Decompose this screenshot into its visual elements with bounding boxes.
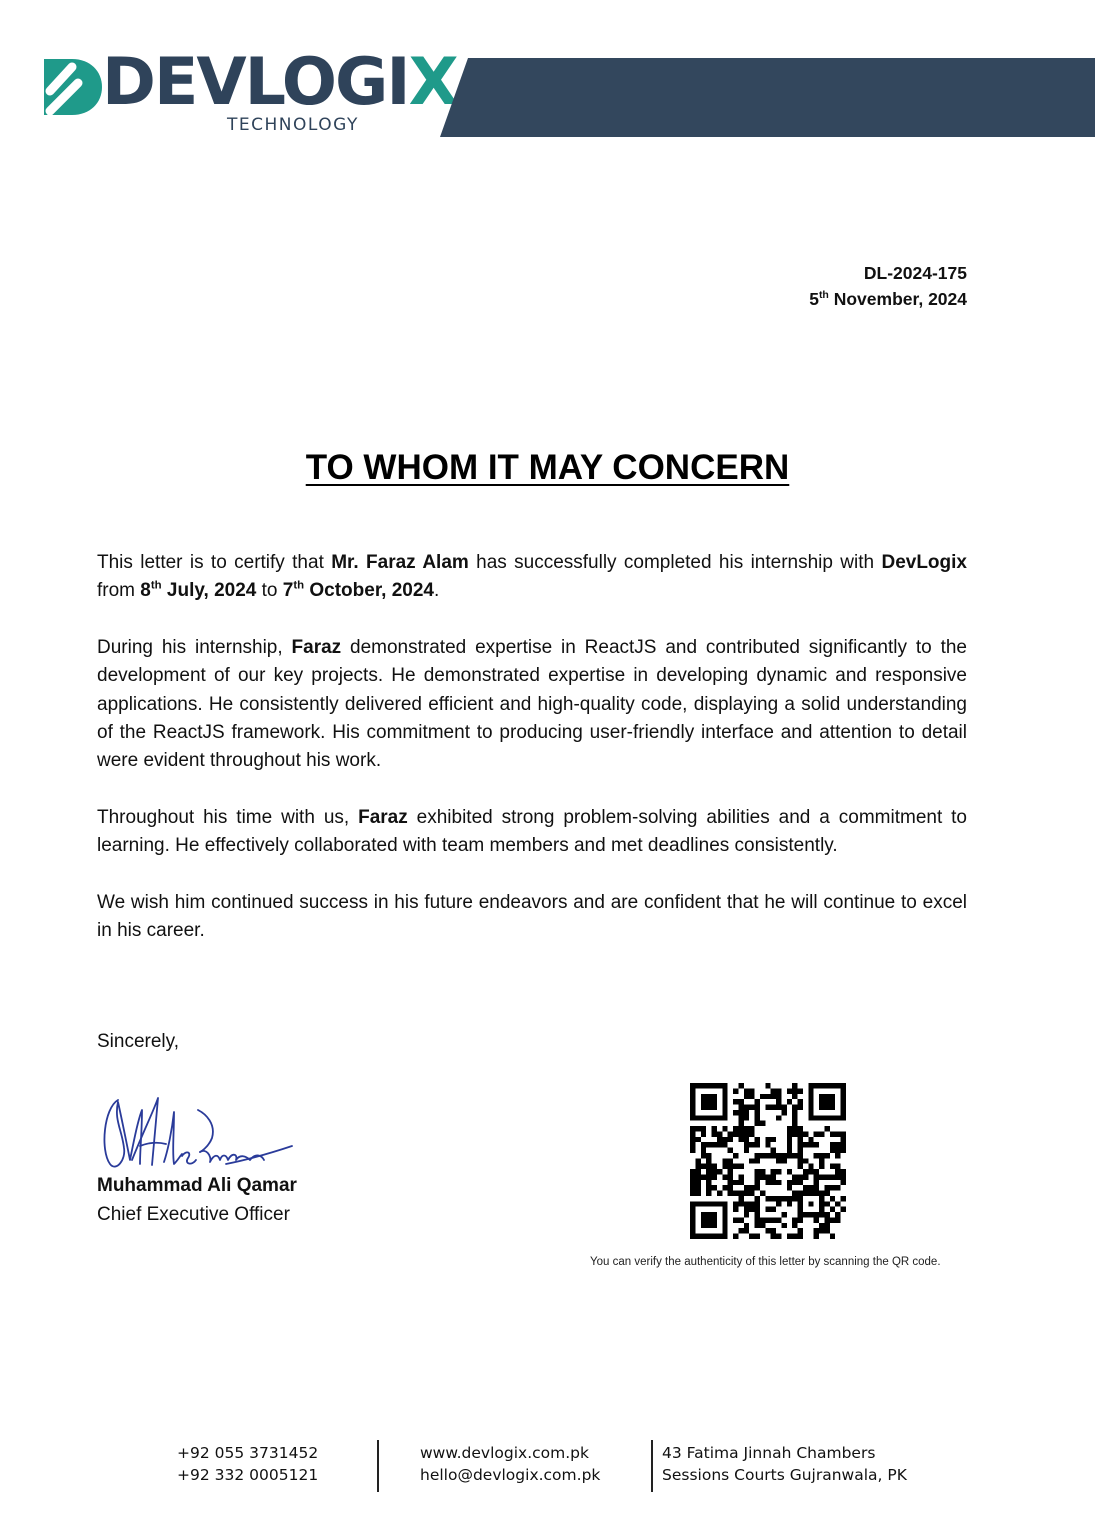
end-rest: October, 2024	[304, 580, 434, 602]
date-rest: November, 2024	[828, 289, 967, 309]
text: .	[434, 580, 440, 602]
footer-address	[662, 1442, 907, 1486]
address-line-1: 43 Fatima Jinnah Chambers	[662, 1444, 876, 1462]
intern-first-name: Faraz	[358, 807, 408, 829]
footer-phones	[177, 1442, 318, 1486]
intern-name: Mr. Faraz Alam	[331, 552, 469, 573]
end-suffix: th	[293, 579, 305, 592]
qr-code-icon[interactable]	[690, 1083, 846, 1239]
date-suffix: th	[818, 289, 829, 302]
letter-body	[97, 549, 967, 974]
verification-note: You can verify the authenticity of this letter by scanning the QR code.	[590, 1256, 941, 1268]
letter-date	[809, 286, 967, 312]
start-day: 8	[140, 580, 151, 602]
date-day: 5	[809, 289, 819, 309]
start-rest: July, 2024	[161, 580, 257, 602]
signer-name: Muhammad Ali Qamar	[97, 1175, 297, 1196]
paragraph-teamwork	[97, 804, 967, 861]
signer-block	[97, 1172, 297, 1229]
logo-wordmark-accent: X	[408, 45, 457, 120]
paragraph-wishes: We wish him continued success in his future endeavors and are confident that he will continue to excel in his career.	[97, 892, 967, 942]
phone-primary[interactable]: +92 055 3731452	[177, 1444, 319, 1462]
paragraph-certification	[97, 549, 967, 606]
phone-secondary[interactable]: +92 332 0005121	[177, 1466, 319, 1484]
letter-title-wrap	[0, 448, 1095, 488]
devlogix-d-mark-icon	[42, 59, 104, 115]
logo-wordmark	[102, 45, 457, 120]
intern-first-name: Faraz	[291, 637, 342, 659]
company-name: DevLogix	[881, 552, 967, 573]
letter-title: TO WHOM IT MAY CONCERN	[305, 448, 790, 487]
signer-title: Chief Executive Officer	[97, 1203, 290, 1225]
footer-divider	[651, 1440, 653, 1492]
footer-web	[420, 1442, 600, 1486]
header-banner	[440, 58, 1095, 137]
text: Throughout his time with us,	[97, 807, 359, 829]
logo-subtitle: TECHNOLOGY	[227, 115, 359, 135]
text: During his internship,	[97, 637, 292, 659]
email-link[interactable]: hello@devlogix.com.pk	[420, 1466, 601, 1484]
text: exhibited strong problem-solving abilities and a commitment to learning. He effectively collaborated with team members and met deadlines consistently.	[97, 807, 967, 857]
end-day: 7	[282, 580, 294, 602]
start-suffix: th	[150, 579, 162, 592]
paragraph-performance	[97, 634, 967, 775]
address-line-2: Sessions Courts Gujranwala, PK	[662, 1466, 907, 1484]
footer-divider	[377, 1440, 379, 1492]
company-logo	[42, 45, 457, 140]
letter-meta	[809, 260, 967, 312]
handwritten-signature-icon	[96, 1090, 296, 1180]
text: to	[256, 580, 283, 602]
reference-number: DL-2024-175	[863, 263, 967, 283]
text: has successfully completed his internship with	[468, 552, 882, 573]
website-link[interactable]: www.devlogix.com.pk	[420, 1444, 589, 1462]
text: This letter is to certify that	[97, 552, 332, 573]
text: demonstrated expertise in ReactJS and contributed significantly to the development of our key projects. He demonstrated expertise in developing dynamic and responsive applications. He consistently delivered efficient and high-quality code, displaying a solid understanding of the ReactJS framework. His commitment to producing user-friendly interface and attention to detail were evident throughout his work.	[97, 637, 967, 772]
start-date	[140, 580, 256, 601]
text: from	[97, 580, 141, 602]
end-date	[283, 580, 434, 601]
footer	[0, 1440, 1095, 1496]
closing: Sincerely,	[97, 1031, 180, 1052]
logo-wordmark-main: DEVLOGI	[102, 45, 409, 120]
